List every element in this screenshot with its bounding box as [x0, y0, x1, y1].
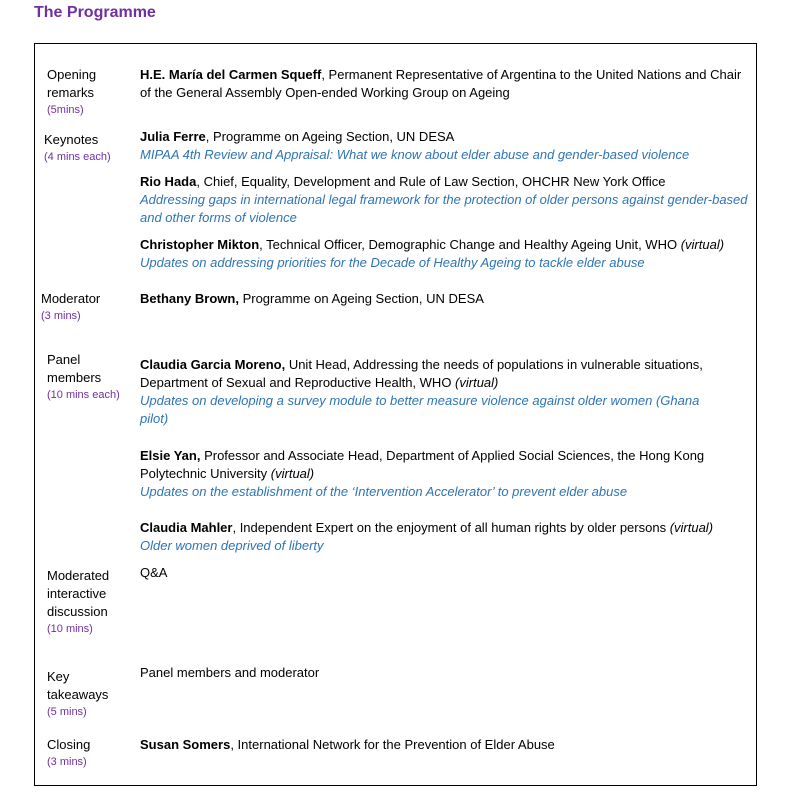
label-line: discussion: [47, 604, 108, 619]
label-line: Key: [47, 669, 70, 684]
takeaways-entry: [140, 664, 748, 682]
virtual-note: (virtual): [270, 466, 315, 481]
speaker-role: , Technical Officer, Demographic Change and Healthy Ageing Unit, WHO: [259, 237, 681, 252]
speaker-name: Susan Somers: [140, 737, 231, 752]
speaker-entry-ferre: [140, 128, 748, 164]
label-line: Moderator: [41, 291, 101, 306]
label-line: interactive: [47, 586, 107, 601]
virtual-note: (virtual): [680, 237, 725, 252]
speaker-entry-brown: [140, 290, 748, 308]
talk-topic: Older women deprived of liberty: [140, 538, 324, 553]
virtual-note: (virtual): [669, 520, 714, 535]
speaker-entry-somers: [140, 736, 748, 754]
discussion-entry: [140, 564, 748, 582]
duration-text: (5mins): [47, 104, 84, 116]
session-label-takeaways: [47, 668, 108, 721]
speaker-role: , Independent Expert on the enjoyment of all human rights by older persons: [232, 520, 670, 535]
label-line: Closing: [47, 737, 91, 752]
session-label-keynotes: [44, 131, 111, 166]
talk-topic: Updates on the establishment of the ‘Intervention Accelerator’ to prevent elder abuse: [140, 484, 628, 499]
speaker-entry-mahler: [140, 519, 748, 555]
speaker-role: Unit Head, Addressing the needs of populations in vulnerable situations, Department of Sexual and Reproductive Health, WHO: [140, 357, 703, 390]
virtual-note: (virtual): [455, 375, 499, 390]
session-label-closing: [47, 736, 90, 771]
talk-topic: MIPAA 4th Review and Appraisal: What we know about elder abuse and gender-based violence: [140, 147, 690, 162]
label-line: takeaways: [47, 687, 109, 702]
talk-topic: Updates on developing a survey module to better measure violence against older women (Ghana pilot): [140, 393, 700, 426]
duration-text: (5 mins): [47, 706, 87, 718]
label-line: Moderated: [47, 568, 110, 583]
label-line: Keynotes: [44, 132, 99, 147]
page-title: The Programme: [34, 4, 156, 21]
speaker-role: Programme on Ageing Section, UN DESA: [238, 291, 484, 306]
speaker-role: Professor and Associate Head, Department of Applied Social Sciences, the Hong Kong Polytechnic University: [140, 448, 705, 481]
label-line: Panel: [47, 352, 81, 367]
entry-text: Q&A: [140, 565, 168, 580]
entry-text: Panel members and moderator: [140, 665, 320, 680]
session-label-panel: [47, 351, 120, 404]
session-label-discussion: [47, 567, 109, 638]
speaker-entry-yan: [140, 447, 748, 501]
label-line: remarks: [47, 85, 94, 100]
speaker-role: , Chief, Equality, Development and Rule of Law Section, OHCHR New York Office: [196, 174, 666, 189]
duration-text: (3 mins): [41, 310, 81, 322]
speaker-name: H.E. María del Carmen Squeff: [140, 67, 322, 82]
label-line: members: [47, 370, 102, 385]
duration-text: (10 mins): [47, 623, 93, 635]
duration-text: (4 mins each): [44, 151, 111, 163]
speaker-entry-hada: [140, 173, 748, 227]
speaker-role: , Programme on Ageing Section, UN DESA: [205, 129, 455, 144]
duration-text: (3 mins): [47, 756, 87, 768]
speaker-entry-squeff: [140, 66, 748, 102]
speaker-name: Claudia Mahler: [140, 520, 233, 535]
talk-topic: Updates on addressing priorities for the Decade of Healthy Ageing to tackle elder abuse: [140, 255, 645, 270]
talk-topic: Addressing gaps in international legal framework for the protection of older persons against gender-based and other forms of violence: [140, 192, 748, 225]
speaker-name: Julia Ferre: [140, 129, 206, 144]
session-label-moderator: [41, 290, 100, 325]
speaker-entry-mikton: [140, 236, 748, 272]
speaker-name: Christopher Mikton: [140, 237, 260, 252]
label-line: Opening: [47, 67, 97, 82]
speaker-name: Bethany Brown,: [140, 291, 239, 306]
duration-text: (10 mins each): [47, 389, 120, 401]
speaker-role: , Permanent Representative of Argentina to the United Nations and Chair of the General Assembly Open-ended Working Group on Ageing: [140, 67, 742, 100]
speaker-name: Claudia Garcia Moreno,: [140, 357, 286, 372]
speaker-entry-garcia-moreno: [140, 356, 748, 428]
speaker-role: , International Network for the Prevention of Elder Abuse: [230, 737, 555, 752]
speaker-name: Rio Hada: [140, 174, 197, 189]
session-label-opening: [47, 66, 96, 119]
speaker-name: Elsie Yan,: [140, 448, 201, 463]
